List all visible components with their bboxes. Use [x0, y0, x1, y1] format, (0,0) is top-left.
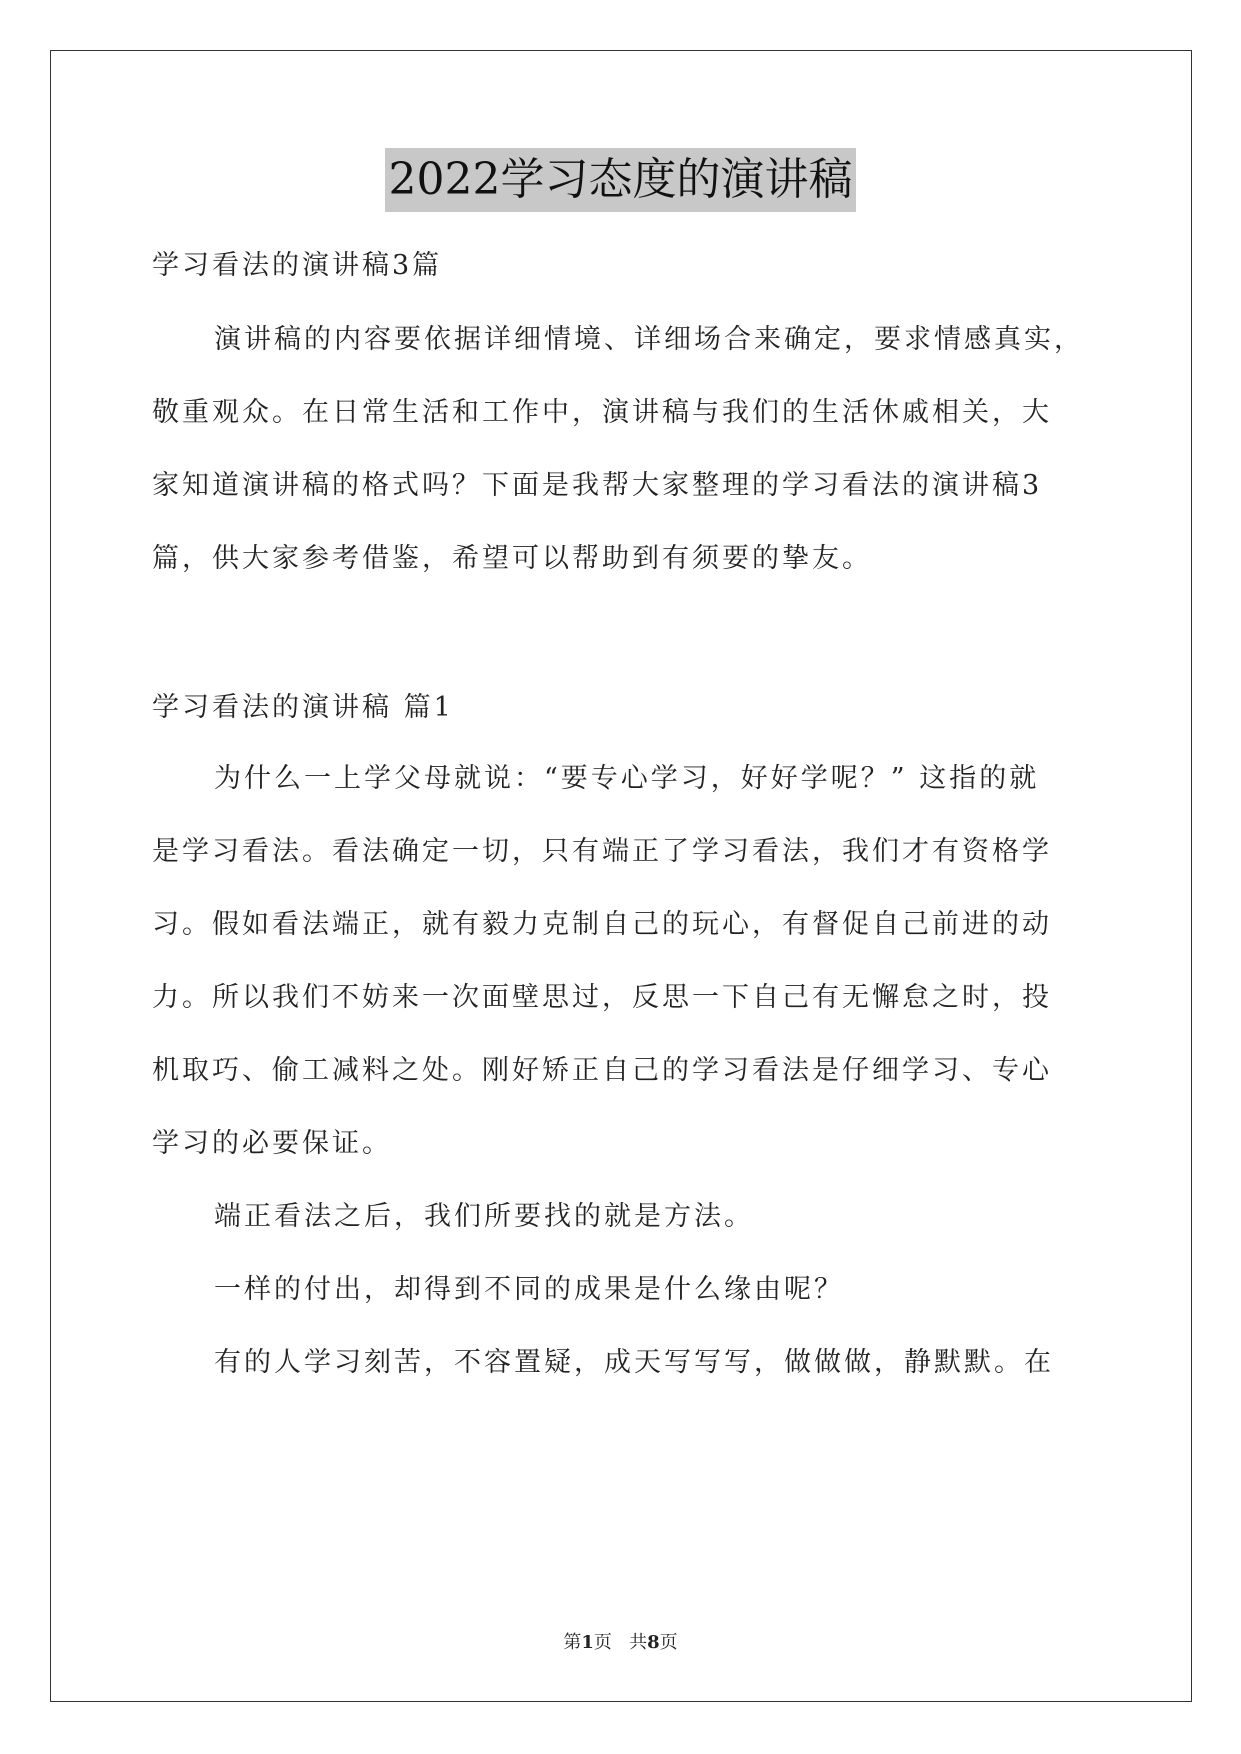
para1-line: 是学习看法。看法确定一切，只有端正了学习看法，我们才有资格学	[152, 836, 1052, 867]
para3-text: 一样的付出，却得到不同的成果是什么缘由呢？	[214, 1274, 844, 1305]
document-title: 2022学习态度的演讲稿	[385, 148, 857, 212]
footer-mid: 页 共	[593, 1632, 648, 1653]
intro-line: 演讲稿的内容要依据详细情境、详细场合来确定，要求情感真实，	[214, 324, 1084, 355]
intro-line: 敬重观众。在日常生活和工作中，演讲稿与我们的生活休戚相关，大	[152, 397, 1052, 428]
title-wrap	[0, 148, 1241, 212]
footer-suffix: 页	[659, 1632, 678, 1653]
para1-line: 习。假如看法端正，就有毅力克制自己的玩心，有督促自己前进的动	[152, 909, 1052, 940]
section-heading-text: 学习看法的演讲稿 篇1	[152, 692, 454, 723]
page-footer	[0, 1628, 1241, 1654]
footer-page-number: 1	[581, 1632, 594, 1653]
intro-line: 家知道演讲稿的格式吗？下面是我帮大家整理的学习看法的演讲稿3	[152, 470, 1043, 501]
subtitle-text: 学习看法的演讲稿3篇	[152, 250, 443, 281]
para1-line: 学习的必要保证。	[152, 1128, 392, 1159]
footer-prefix: 第	[563, 1632, 582, 1653]
intro-line: 篇，供大家参考借鉴，希望可以帮助到有须要的挚友。	[152, 543, 872, 574]
para4-text: 有的人学习刻苦，不容置疑，成天写写写，做做做，静默默。在	[214, 1347, 1054, 1378]
para1-line: 为什么一上学父母就说：“要专心学习，好好学呢？” 这指的就	[214, 763, 1040, 794]
para1-line: 力。所以我们不妨来一次面壁思过，反思一下自己有无懈怠之时，投	[152, 982, 1052, 1013]
page-border	[50, 50, 1192, 1702]
para2-text: 端正看法之后，我们所要找的就是方法。	[214, 1201, 754, 1232]
footer-page-total: 8	[647, 1632, 660, 1653]
para1-line: 机取巧、偷工减料之处。刚好矫正自己的学习看法是仔细学习、专心	[152, 1055, 1052, 1086]
